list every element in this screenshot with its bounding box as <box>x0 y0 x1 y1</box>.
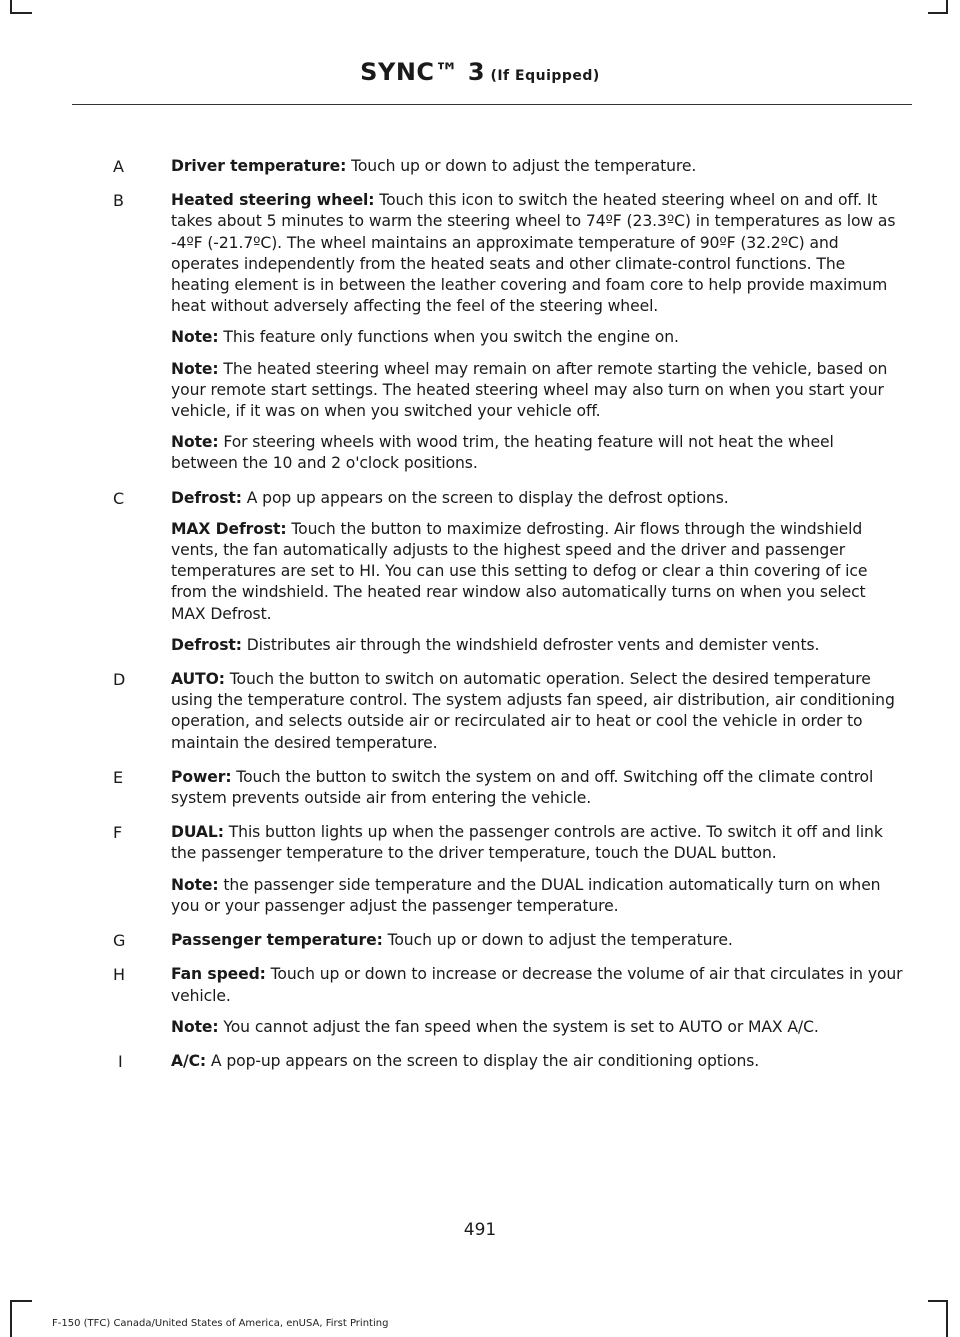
item-text: A pop up appears on the screen to display the defrost options. <box>241 488 729 507</box>
list-item <box>0 190 960 474</box>
item-description <box>171 156 904 177</box>
item-letter: A <box>113 157 124 176</box>
item-letter: I <box>118 1051 123 1071</box>
list-item <box>0 964 960 1038</box>
crop-mark-bottom-left-h <box>10 1300 32 1302</box>
item-text: Touch up or down to increase or decrease the volume of air that circulates in your vehicle. <box>171 965 903 1005</box>
item-list <box>0 156 960 1085</box>
note-text: You cannot adjust the fan speed when the system is set to AUTO or MAX A/C. <box>218 1017 819 1036</box>
crop-mark-bottom-right-v <box>946 1300 948 1337</box>
item-description <box>171 822 904 864</box>
item-note <box>171 635 904 656</box>
crop-mark-top-right-h <box>928 12 948 14</box>
note-text: This feature only functions when you switch the engine on. <box>218 328 679 347</box>
note-label: Note: <box>171 359 219 378</box>
item-text: Touch the button to switch the system on and off. Switching off the climate control system prevents outside air from entering the vehicle. <box>171 767 874 808</box>
page-number: 491 <box>463 1220 497 1240</box>
item-text: Touch up or down to adjust the temperature. <box>346 157 697 175</box>
item-description <box>171 767 904 809</box>
note-text: For steering wheels with wood trim, the heating feature will not heat the wheel between the 10 and 2 o'clock positions. <box>171 433 834 473</box>
item-description <box>171 488 904 509</box>
item-note <box>171 1017 904 1038</box>
item-letter: C <box>113 488 125 508</box>
note-text: the passenger side temperature and the DUAL indication automatically turn on when you or your passenger adjust the passenger temperature. <box>171 875 881 915</box>
item-label: Heated steering wheel: <box>171 191 375 210</box>
item-text: Touch this icon to switch the heated steering wheel on and off. It takes about 5 minutes to warm the steering wheel to 74ºF (23.3ºC) in temperatures as low as -4ºF (-21.7ºC). The wheel maintains an approximate temperature of 90ºF (32.2ºC) and operates independently from the heated seats and other climate-control functions. The heating element is in between the leather covering and foam core to help provide maximum heat without adversely affecting the feel of the steering wheel. <box>171 191 896 316</box>
item-text: Touch up or down to adjust the temperature. <box>382 931 733 950</box>
list-item <box>0 669 960 754</box>
item-note <box>171 875 904 917</box>
header-divider <box>72 104 912 105</box>
note-label: MAX Defrost: <box>171 519 287 538</box>
header-title: SYNC™ 3 <box>360 58 486 86</box>
item-label: DUAL: <box>171 823 224 842</box>
item-label: Defrost: <box>171 488 242 507</box>
note-text: Distributes air through the windshield defroster vents and demister vents. <box>241 635 820 654</box>
list-item <box>0 156 960 177</box>
item-note <box>171 519 904 625</box>
list-item <box>0 822 960 917</box>
note-label: Note: <box>171 875 219 894</box>
item-letter: H <box>113 965 126 985</box>
item-note <box>171 432 904 474</box>
note-label: Note: <box>171 433 219 452</box>
list-item <box>0 767 960 809</box>
list-item <box>0 1051 960 1072</box>
item-letter: B <box>113 191 124 211</box>
item-description <box>171 190 904 317</box>
crop-mark-top-left-h <box>10 12 32 14</box>
item-text: This button lights up when the passenger controls are active. To switch it off and link the passenger temperature to the driver temperature, touch the DUAL button. <box>171 823 883 863</box>
item-description <box>171 669 904 754</box>
footer-text: F-150 (TFC) Canada/United States of America, enUSA, First Printing <box>52 1318 389 1329</box>
item-label: AUTO: <box>171 670 225 689</box>
item-label: Fan speed: <box>171 965 266 984</box>
item-description <box>171 1051 904 1072</box>
crop-mark-bottom-right-h <box>928 1300 948 1302</box>
note-text: The heated steering wheel may remain on after remote starting the vehicle, based on your remote start settings. The heated steering wheel may also turn on when you start your vehicle, if it was on when you switched your vehicle off. <box>171 359 888 421</box>
item-letter: G <box>113 931 126 951</box>
item-letter: D <box>113 670 126 690</box>
note-label: Note: <box>171 1017 219 1036</box>
page-header <box>0 58 960 86</box>
list-item <box>0 930 960 951</box>
header-suffix: (If Equipped) <box>485 68 600 84</box>
crop-mark-bottom-left-v <box>10 1300 12 1337</box>
item-label: A/C: <box>171 1051 207 1070</box>
item-label: Passenger temperature: <box>171 931 383 950</box>
note-label: Defrost: <box>171 635 242 654</box>
item-letter: F <box>113 823 123 843</box>
item-letter: E <box>113 767 124 787</box>
item-description <box>171 964 904 1006</box>
list-item <box>0 488 960 656</box>
item-text: Touch the button to switch on automatic operation. Select the desired temperature using the temperature control. The system adjusts fan speed, air distribution, air conditioning operation, and selects outside air or recirculated air to heat or cool the vehicle in order to maintain the desired temperature. <box>171 670 895 752</box>
item-description <box>171 930 904 951</box>
note-text: Touch the button to maximize defrosting. Air flows through the windshield vents, the fan automatically adjusts to the highest speed and the driver and passenger temperatures are set to HI. You can use this setting to defog or clear a thin covering of ice from the windshield. The heated rear window also automatically turns on when you select MAX Defrost. <box>171 519 868 623</box>
item-note <box>171 327 904 348</box>
item-text: A pop-up appears on the screen to display the air conditioning options. <box>206 1051 760 1070</box>
item-label: Driver temperature: <box>171 157 347 175</box>
note-label: Note: <box>171 328 219 347</box>
item-note <box>171 359 904 423</box>
item-label: Power: <box>171 767 232 786</box>
